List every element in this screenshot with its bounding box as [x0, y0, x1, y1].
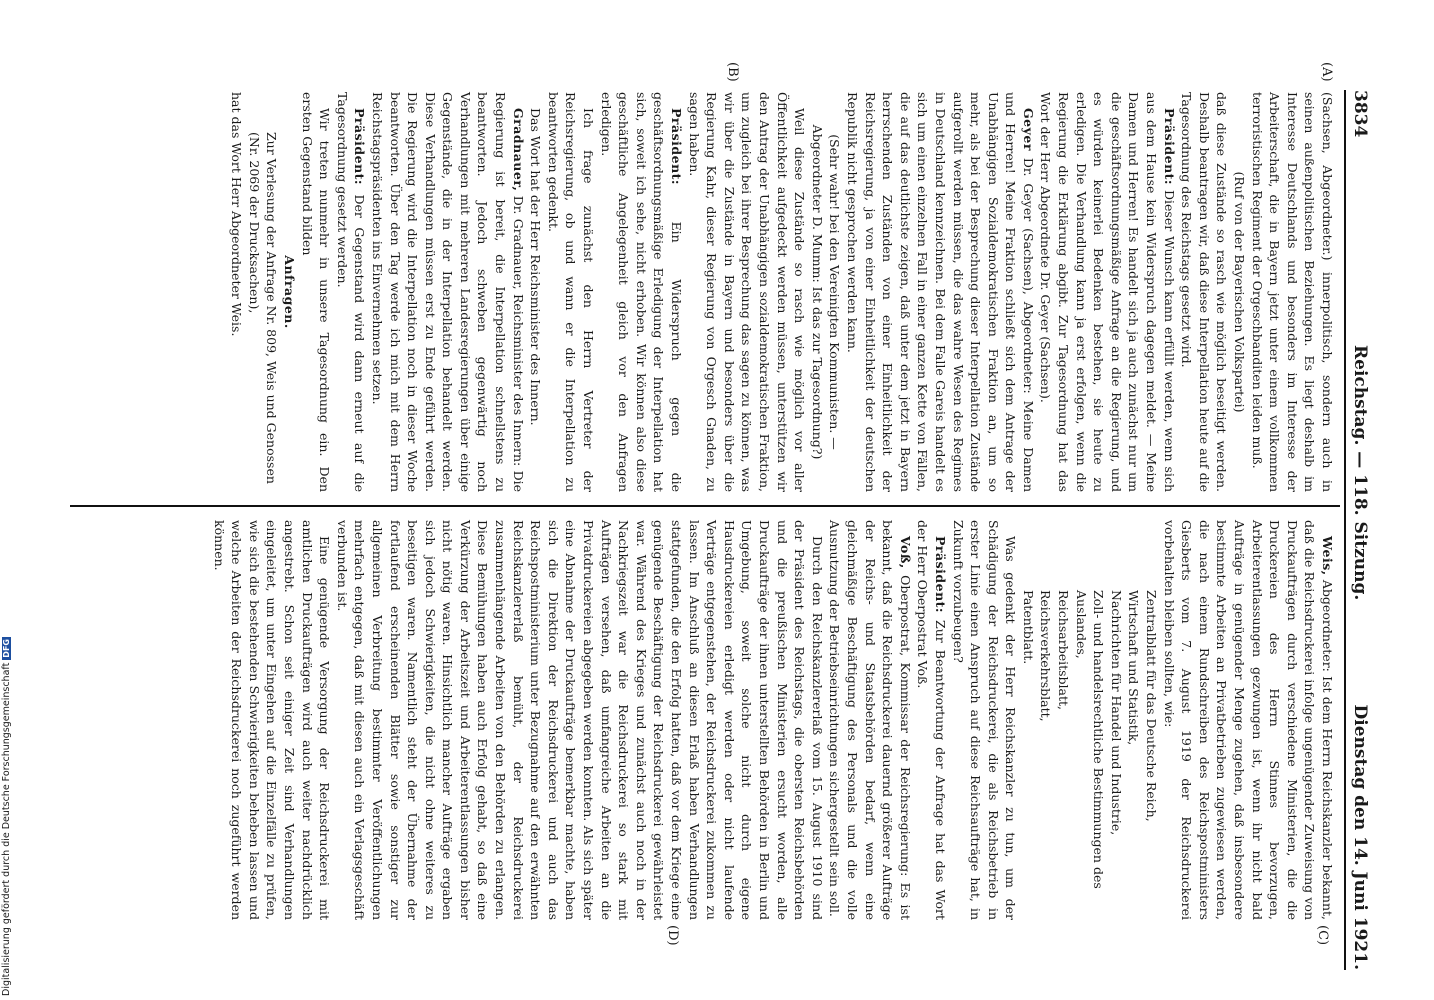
- speech-text: Dieser Wunsch kann erfüllt werden, wenn sich aus dem Hause kein Widerspruch dagegen meldet. — Meine Damen und Herren! Es handelt sich ja auch zunächst nur um die geschäftsordnungsmäßige Anfrage an die Regierung, und es würden keinerlei Bedenken bestehen, sie heute zu erledigen. Die Verhandlung kann ja erst erfolgen, wenn die Regierung die Erklärung abgibt. Zur Tagesordnung hat das Wort der Herr Abgeordnete Dr. Geyer (Sachsen).: [1038, 92, 1177, 492]
- column-divider: [70, 505, 1340, 507]
- paragraph: daß diese Zustände so rasch wie möglich beseitigt werden. Deshalb beantragen wir, daß diese Interpellation heute auf die Tagesordnung des Reichstags gesetzt wird.: [1179, 92, 1230, 492]
- margin-letter-d: (D): [665, 925, 680, 946]
- speaker-name: Gradnauer,: [510, 108, 526, 192]
- dfg-logo: DFG: [2, 639, 11, 658]
- paragraph: (Sachsen, Abgeordneter.) innerpolitisch, sondern auch in seinen außenpolitischen Beziehungen. Es liegt deshalb im Interesse Deutschlands und besonders im Interesse der Arbeiterschaft, die in Bayern jetzt unter einem vollkommen terroristischen Regiment der Orgeschbanditen leiden muß.: [1249, 92, 1335, 492]
- speech: [597, 92, 685, 492]
- list-item: Patentblatt.: [1020, 590, 1036, 665]
- speaker-label: Präsident:: [1161, 108, 1177, 186]
- margin-letter-a: (A): [1319, 62, 1334, 82]
- paragraph: Was gedenkt der Herr Reichskanzler zu tun, um der Schädigung der Reichsdruckerei, die als Reichsbetrieb in erster Linie einen Anspruch auf diese Reichsaufträge hat, in Zukunft vorzubeugen?: [950, 520, 1019, 920]
- speech-text: Abgeordneter: Ist dem Herrn Reichskanzler bekannt, daß die Reichsdruckerei infolge ungenügender Zuweisung von Druckaufträgen durch verschiedene Ministerien, die die Druckereien des Herrn Stinnes bevorzugen, Arbeiterentlassungen gezwungen ist, wenn ihr nicht bald Aufträge in genügender Menge zugehen, daß insbesondere bestimmte Arbeiten an Privatbetrieben zugewiesen werden, die nach einem Rundschreiben des Reichspostministers Giesberts vom 7. August 1919 der Reichsdruckerei vorbehalten bleiben sollten, wie:: [1161, 520, 1335, 920]
- speech-text: Ein Widerspruch gegen die geschäftsordnungsmäßige Erledigung der Interpellation hat sich, soweit ich sehe, nicht erhoben. Wir können also diese geschäftliche Angelegenheit gleich vor den Anfragen erledigen.: [598, 92, 685, 492]
- section-heading: Anfragen.: [281, 255, 297, 329]
- speech-text: Oberpostrat, Kommissar der Reichsregierung: Es ist bekannt, daß die Reichsdruckerei dauernd größerer Aufträge der Reichs- und Staatsbehörden bedarf, wenn eine gleichmäßige Beschäftigung des Personals und die volle Ausnutzung der Betriebseinrichtungen sichergestellt sein soll.: [827, 520, 913, 920]
- list-item: Zentralblatt für das Deutsche Reich,: [1144, 590, 1160, 822]
- speech: [368, 92, 526, 492]
- speaker-name: Voß,: [897, 536, 913, 569]
- speaker-label: Präsident:: [352, 108, 368, 186]
- page-number: 3834: [1350, 90, 1370, 138]
- speech-text: Der Gegenstand wird dann erneut auf die Tagesordnung gesetzt werden.: [334, 92, 368, 492]
- right-column: [210, 520, 1336, 920]
- speaker-label: Präsident:: [669, 108, 685, 186]
- paragraph: Weil diese Zustände so rasch wie möglich vor aller Öffentlichkeit aufgedeckt werden müssen, unterstützen wir den Antrag der Unabhängigen sozialdemokratischen Fraktion, um zugleich bei ihrer Besprechung das sagen zu können, was wir über die Zustände in Bayern und besonders über die Regierung Kahr, dieser Regierung von Orgesch Gnaden, zu sagen haben.: [686, 92, 808, 492]
- speech: [826, 520, 914, 920]
- margin-letter-b: (B): [725, 62, 740, 82]
- speech: [333, 92, 368, 492]
- list-item: Wirtschaft und Statistik,: [1126, 590, 1142, 746]
- list-item: Reichsverkehrsblatt,: [1038, 590, 1054, 722]
- list-item: Zoll- und handelsrechtliche Bestimmungen des Auslandes,: [1073, 590, 1107, 889]
- paragraph: Wir treten nunmehr in unsere Tagesordnung ein. Den ersten Gegenstand bilden: [299, 92, 333, 492]
- speech: [1037, 92, 1178, 492]
- speaker-name: Weis,: [1320, 536, 1335, 576]
- speech-text: Zur Beantwortung der Anfrage hat das Wort der Herr Oberpostrat Voß.: [915, 520, 948, 920]
- speech: [914, 520, 949, 920]
- paragraph: Ich frage zunächst den Herrn Vertreter der Reichsregierung, ob und wann er die Interpellation zu beantworten gedenkt.: [545, 92, 597, 492]
- speech-text: Dr. Geyer (Sachsen), Abgeordneter: Meine Damen und Herren! Meine Fraktion schließt sich dem Antrage der Unabhängigen Sozialdemokratischen Fraktion an, um so mehr, als bei der Besprechung dieser Interpellation Zustände aufgerollt werden müssen, die das wahre Wesen des Regimes in Deutschland kennzeichnen. Bei dem Falle Gareis handelt es sich um einen einzelnen Fall in einer ganzen Kette von Fällen, die auf das deutlichste zeigen, daß unter dem jetzt in Bayern herrschenden Zuständen von einer Einheitlichkeit der Reichsregierung, ja von einer Einheitlichkeit der deutschen Republik nicht gesprochen werden kann.: [844, 92, 1036, 492]
- interjection: (Sehr wahr! bei den Vereinigten Kommunisten. — Abgeordneter D. Mumm: Ist das zur Tagesordnung?): [809, 124, 843, 460]
- paragraph: Das Wort hat der Herr Reichsminister des Innern.: [528, 108, 544, 426]
- digitization-footer: [1, 637, 12, 996]
- interjection: (Ruf von der Bayerischen Volkspartei): [1232, 171, 1248, 413]
- speech: [1160, 520, 1336, 920]
- list-item: Reichsarbeitsblatt,: [1056, 590, 1072, 711]
- page-header: [1344, 90, 1372, 970]
- paragraph: Eine genügende Versorgung der Reichsdruckerei mit amtlichen Druckaufträgen wird auch weiter nachdrücklich angestrebt. Schon seit einiger Zeit sind Verhandlungen eingeleitet, um unter Eingehen auf die Einzelfälle zu prüfen, wie sich die bestehenden Schwierigkeiten beheben lassen und welche Arbeiten der Reichsdruckerei noch zugeführt werden können.: [211, 520, 333, 920]
- speech: [843, 92, 1037, 492]
- speaker-label: Präsident:: [932, 536, 948, 614]
- speech-text: Dr. Gradnauer, Reichsminister des Innern: Die Regierung ist bereit, die Interpellation schnellstens zu beantworten. Jedoch schweben gegenwärtig noch Verhandlungen mit mehreren Landesregierungen über einige Gegenstände, die in der Interpellation behandelt werden. Diese Verhandlungen müssen erst zu Ende geführt werden. Die Regierung wird die Interpellation noch in dieser Woche beantworten. Über den Tag werde ich mich mit dem Herrn Reichstagspräsidenten ins Einvernehmen setzen.: [369, 92, 526, 492]
- paragraph: Durch den Reichskanzlererlaß vom 15. August 1910 sind der Präsident des Reichstags, die obersten Reichsbehörden und die preußischen Ministerien ersucht worden, alle Druckaufträge der ihnen unterstellten Behörden in Berlin und Umgebung, soweit solche nicht durch eigene Hausdruckereien erledigt werden oder nicht laufende Verträge entgegenstehen, der Reichsdruckerei zukommen zu lassen. Im Anschluß an diesen Erlaß haben Verhandlungen stattgefunden, die den Erfolg hatten, daß vor dem Kriege eine genügende Beschäftigung der Reichsdruckerei gewährleistet war. Während des Krieges und zunächst auch noch in der Nachkriegszeit war die Reichsdruckerei so stark mit Aufträgen versehen, daß umfangreiche Arbeiten an die Privatdruckereien abgegeben werden konnten. Als sich später eine Abnahme der Druckaufträge bemerkbar machte, haben sich die Direktion der Reichsdruckerei und auch das Reichspostministerium unter Bezugnahme auf den erwähnten Reichskanzlererlaß bemüht, der Reichsdruckerei zusammenhängende Arbeiten von den Behörden zu erlangen. Diese Bemühungen haben auch Erfolg gehabt, so daß eine Verkürzung der Arbeitszeit und Arbeiterentlassungen bisher nicht nötig waren. Hinsichtlich mancher Aufträge ergaben sich jedoch Schwierigkeiten, die nicht ohne weiteres zu beseitigen waren. Namentlich steht der Übernahme der fortlaufend erscheinenden Blätter sowie sonstiger zur allgemeinen Verbreitung bestimmter Veröffentlichungen mehrfach entgegen, daß mit diesen auch ein Verlagsgeschäft verbunden ist.: [334, 520, 825, 920]
- paragraph: hat das Wort Herr Abgeordneter Weis.: [229, 92, 245, 337]
- left-column: [228, 92, 1336, 492]
- speaker-name: Geyer: [1020, 108, 1036, 151]
- footer-text: Digitalisierung gefördert durch die Deutsche Forschungsgemeinschaft: [1, 662, 12, 996]
- list-item: Nachrichten für Handel und Industrie,: [1108, 590, 1124, 836]
- margin-letter-c: (C): [1315, 925, 1330, 946]
- running-title: Reichstag. — 118. Sitzung.: [1350, 345, 1370, 601]
- session-date: Dienstag den 14. Juni 1921.: [1350, 704, 1370, 970]
- paragraph: Zur Verlesung der Anfrage Nr. 809, Weis und Genossen (Nr. 2069 der Drucksachen),: [246, 132, 280, 484]
